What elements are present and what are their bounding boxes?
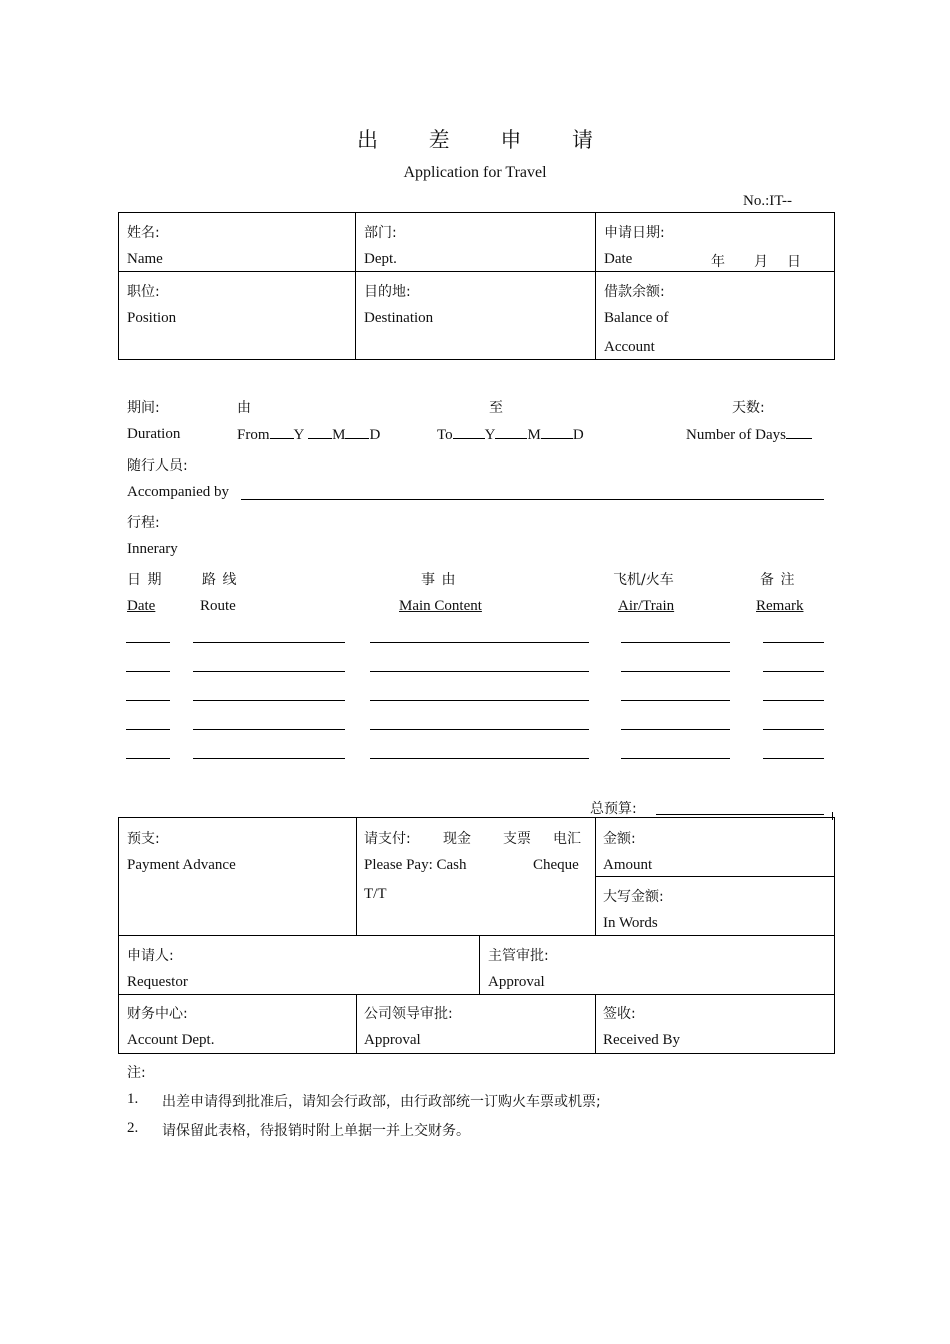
requestor-label-cn: 申请人: — [127, 948, 174, 964]
payment-table-divider — [118, 935, 835, 936]
received-by-label-en: Received By — [603, 1032, 681, 1048]
budget-blank[interactable] — [656, 814, 824, 815]
itinerary-route-blank[interactable] — [193, 729, 345, 730]
notes-label: 注: — [127, 1065, 146, 1081]
itinerary-label-cn: 行程: — [127, 515, 160, 531]
page-title: 出 差 申 请 — [356, 128, 616, 152]
itinerary-transport-blank[interactable] — [621, 642, 730, 643]
payment-table-divider — [118, 994, 835, 995]
itinerary-col-date-cn: 日 期 — [127, 572, 163, 588]
year-unit: Y — [293, 427, 305, 443]
itinerary-label-en: Innerary — [127, 541, 178, 557]
form-number: No.:IT-- — [743, 193, 793, 209]
pay-label-cn: 请支付: — [364, 831, 411, 847]
info-table-col-divider — [355, 212, 356, 360]
to-label-en: To — [437, 427, 453, 443]
payment-table-divider — [832, 812, 833, 820]
supervisor-approval-label-en: Approval — [488, 974, 545, 990]
advance-label-en: Payment Advance — [127, 857, 236, 873]
account-dept-label-cn: 财务中心: — [127, 1006, 188, 1022]
itinerary-route-blank[interactable] — [193, 671, 345, 672]
year-unit: Y — [484, 427, 496, 443]
itinerary-content-blank[interactable] — [370, 642, 589, 643]
payment-table-divider — [595, 994, 596, 1054]
received-by-label-cn: 签收: — [603, 1006, 636, 1022]
name-label-cn: 姓名: — [127, 225, 160, 241]
in-words-label-en: In Words — [603, 915, 658, 931]
date-label-en: Date — [604, 251, 633, 267]
itinerary-col-transport-en: Air/Train — [618, 598, 675, 614]
itinerary-remark-blank[interactable] — [763, 758, 824, 759]
from-year-blank[interactable] — [270, 426, 294, 439]
balance-label-cn: 借款余额: — [604, 284, 665, 300]
month-unit: M — [527, 427, 541, 443]
payment-table-divider — [595, 876, 835, 877]
accompanied-blank[interactable] — [241, 499, 824, 500]
to-label-cn: 至 — [489, 400, 503, 416]
itinerary-content-blank[interactable] — [370, 758, 589, 759]
payment-table-divider — [595, 817, 596, 935]
month-unit: M — [332, 427, 346, 443]
payment-table-divider — [479, 935, 480, 994]
to-date-field[interactable] — [437, 426, 584, 444]
date-day: 日 — [787, 254, 801, 270]
destination-label-cn: 目的地: — [364, 284, 411, 300]
itinerary-col-content-cn: 事 由 — [421, 572, 457, 588]
leader-approval-label-en: Approval — [364, 1032, 421, 1048]
itinerary-col-remark-en: Remark — [756, 598, 804, 614]
itinerary-remark-blank[interactable] — [763, 729, 824, 730]
page-subtitle: Application for Travel — [403, 164, 547, 181]
info-table-row-divider — [118, 271, 835, 272]
from-label-en: From — [237, 427, 270, 443]
itinerary-transport-blank[interactable] — [621, 700, 730, 701]
amount-label-en: Amount — [603, 857, 653, 873]
itinerary-transport-blank[interactable] — [621, 758, 730, 759]
to-month-blank[interactable] — [495, 426, 527, 439]
note-number: 2. — [127, 1120, 139, 1136]
itinerary-remark-blank[interactable] — [763, 700, 824, 701]
info-table — [118, 212, 835, 360]
to-year-blank[interactable] — [453, 426, 485, 439]
from-label-cn: 由 — [237, 400, 251, 416]
day-unit: D — [572, 427, 584, 443]
note-number: 1. — [127, 1091, 139, 1107]
tt-option-cn[interactable]: 电汇 — [553, 831, 581, 847]
destination-label-en: Destination — [364, 310, 434, 326]
itinerary-remark-blank[interactable] — [763, 671, 824, 672]
itinerary-transport-blank[interactable] — [621, 729, 730, 730]
balance-label-en: Balance of — [604, 310, 669, 326]
note-text: 请保留此表格，待报销时附上单据一并上交财务。 — [162, 1123, 470, 1139]
account-dept-label-en: Account Dept. — [127, 1032, 215, 1048]
itinerary-col-route-en: Route — [200, 598, 236, 614]
name-label-en: Name — [127, 251, 163, 267]
itinerary-date-blank[interactable] — [126, 729, 170, 730]
itinerary-content-blank[interactable] — [370, 700, 589, 701]
payment-table-divider — [356, 994, 357, 1054]
position-label-en: Position — [127, 310, 177, 326]
duration-label-cn: 期间: — [127, 400, 160, 416]
pay-label-en: Please Pay: Cash — [364, 857, 467, 873]
tt-option-en[interactable]: T/T — [364, 886, 387, 902]
dept-label-en: Dept. — [364, 251, 397, 267]
leader-approval-label-cn: 公司领导审批: — [364, 1006, 453, 1022]
days-label-en: Number of Days — [686, 427, 786, 443]
itinerary-content-blank[interactable] — [370, 671, 589, 672]
amount-label-cn: 金额: — [603, 831, 636, 847]
itinerary-route-blank[interactable] — [193, 642, 345, 643]
from-month-blank[interactable] — [308, 426, 332, 439]
position-label-cn: 职位: — [127, 284, 160, 300]
itinerary-col-transport-cn: 飞机/火车 — [613, 572, 674, 588]
accompanied-label-cn: 随行人员: — [127, 458, 188, 474]
dept-label-cn: 部门: — [364, 225, 397, 241]
budget-label-cn: 总预算: — [590, 801, 637, 817]
itinerary-col-route-cn: 路 线 — [202, 572, 238, 588]
in-words-label-cn: 大写金额: — [603, 889, 664, 905]
itinerary-date-blank[interactable] — [126, 671, 170, 672]
duration-label-en: Duration — [127, 426, 181, 442]
itinerary-col-date-en: Date — [127, 598, 156, 614]
cash-option-cn[interactable]: 现金 — [443, 831, 471, 847]
date-month: 月 — [754, 254, 768, 270]
itinerary-remark-blank[interactable] — [763, 642, 824, 643]
to-day-blank[interactable] — [541, 426, 573, 439]
payment-table-divider — [356, 817, 357, 935]
from-day-blank[interactable] — [345, 426, 369, 439]
days-field[interactable] — [686, 426, 812, 444]
days-blank[interactable] — [786, 426, 812, 439]
note-text: 出差申请得到批准后，请知会行政部，由行政部统一订购火车票或机票; — [162, 1094, 601, 1110]
itinerary-col-content-en: Main Content — [399, 598, 482, 614]
date-label-cn: 申请日期: — [604, 225, 665, 241]
itinerary-date-blank[interactable] — [126, 700, 170, 701]
balance-label-en-2: Account — [604, 339, 655, 355]
itinerary-route-blank[interactable] — [193, 758, 345, 759]
itinerary-transport-blank[interactable] — [621, 671, 730, 672]
requestor-label-en: Requestor — [127, 974, 188, 990]
info-table-col-divider — [595, 212, 596, 360]
date-year: 年 — [711, 254, 725, 270]
accompanied-label-en: Accompanied by — [127, 484, 230, 500]
from-date-field[interactable] — [237, 426, 380, 444]
itinerary-route-blank[interactable] — [193, 700, 345, 701]
day-unit: D — [369, 427, 381, 443]
cheque-option-cn[interactable]: 支票 — [503, 831, 531, 847]
itinerary-date-blank[interactable] — [126, 642, 170, 643]
itinerary-date-blank[interactable] — [126, 758, 170, 759]
itinerary-content-blank[interactable] — [370, 729, 589, 730]
supervisor-approval-label-cn: 主管审批: — [488, 948, 549, 964]
cheque-option-en[interactable]: Cheque — [533, 857, 579, 873]
advance-label-cn: 预支: — [127, 831, 160, 847]
itinerary-col-remark-cn: 备 注 — [760, 572, 796, 588]
days-label-cn: 天数: — [732, 400, 765, 416]
